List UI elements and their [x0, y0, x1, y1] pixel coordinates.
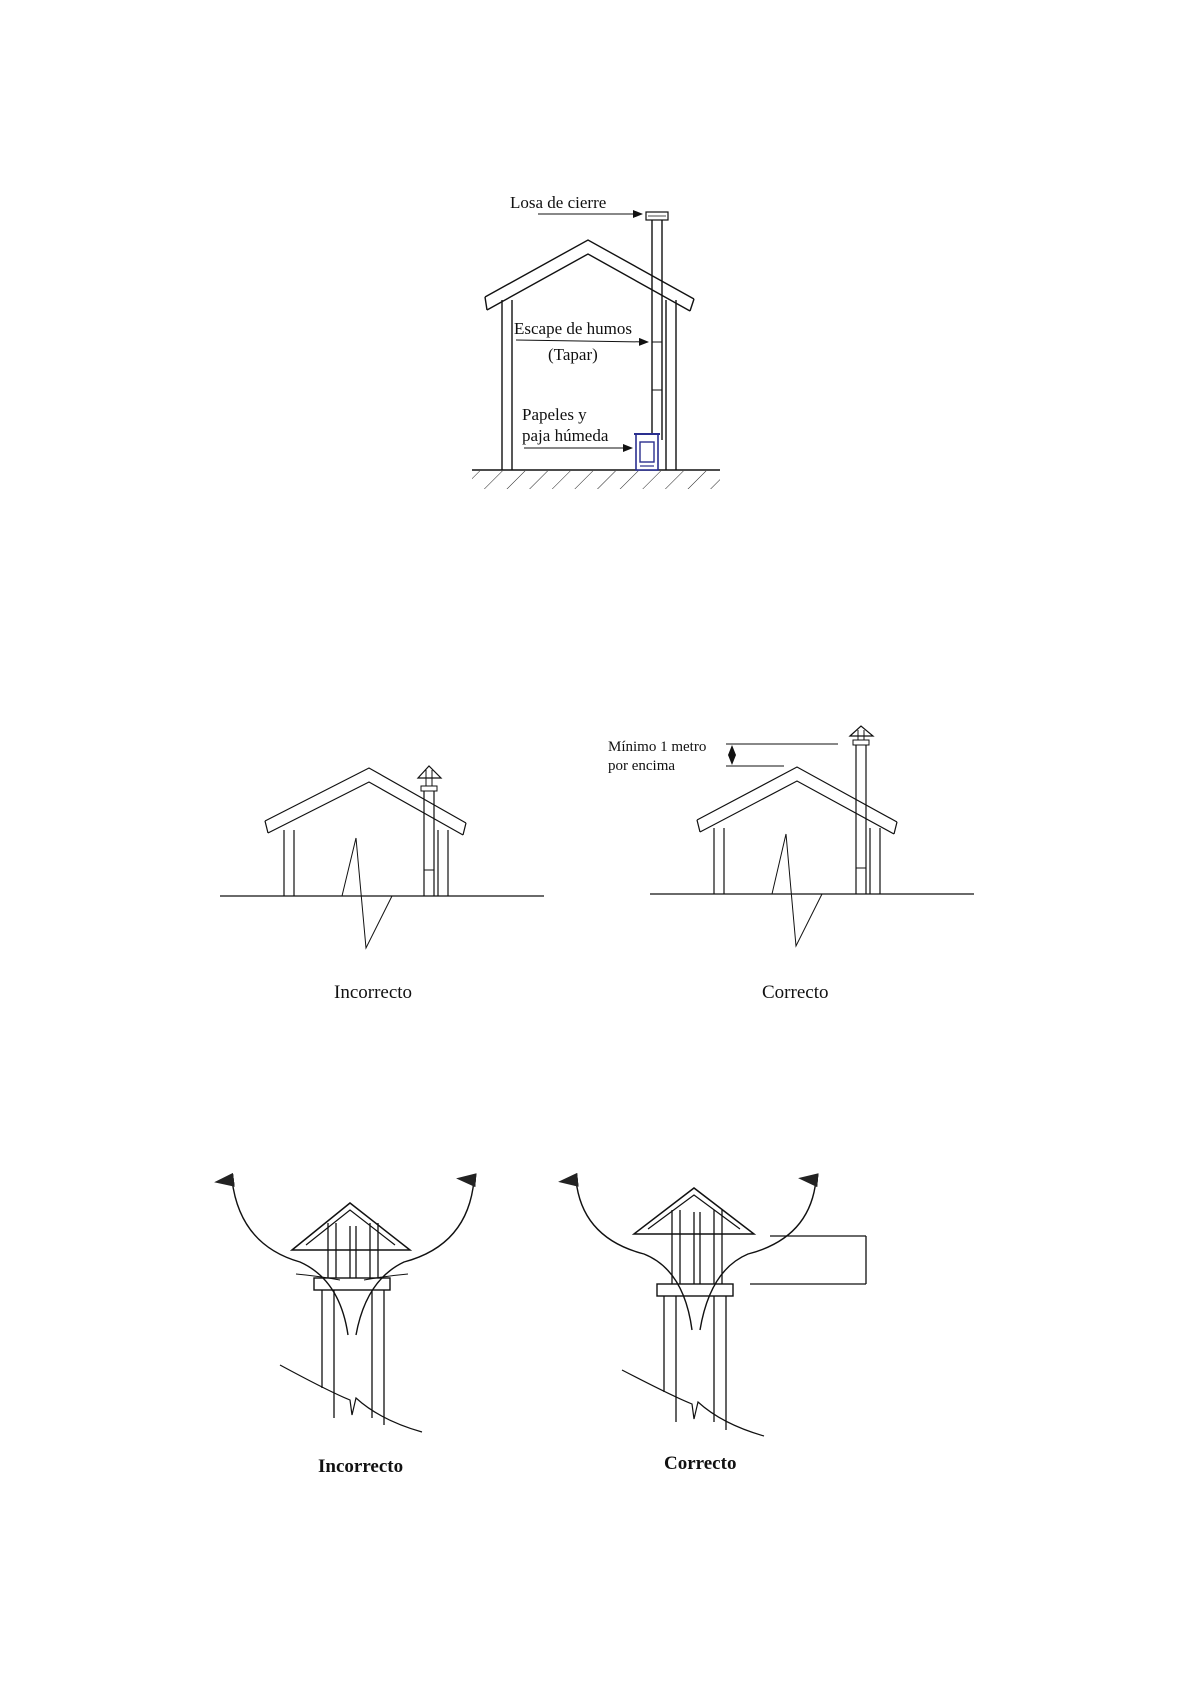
chimney-flue [856, 744, 866, 894]
roof-slope [280, 1365, 422, 1432]
cap-incorrect-diagram [232, 1180, 474, 1477]
house-roof [697, 767, 897, 834]
break-line [342, 838, 392, 948]
height-incorrect-diagram [220, 766, 544, 1003]
caption-correct: Correcto [762, 982, 829, 1003]
closing-slab [646, 212, 668, 220]
roof-slope [622, 1370, 764, 1436]
height-dimension [726, 744, 838, 766]
flue-collar [657, 1284, 733, 1296]
cap-roof [292, 1203, 410, 1250]
smoke-flow-arrows [576, 1180, 816, 1330]
ground [472, 470, 720, 489]
label-above: por encima [608, 758, 676, 774]
caption-incorrect: Incorrecto [334, 982, 413, 1003]
flue-pipe [322, 1290, 384, 1425]
label-minimum-height: Mínimo 1 metro [608, 739, 707, 755]
house-walls [714, 828, 880, 894]
smoke-flow-arrows [232, 1180, 474, 1335]
label-smoke-exhaust-cover: (Tapar) [548, 345, 598, 364]
arrow-exhaust [516, 340, 648, 342]
chimney-flue [652, 220, 662, 440]
smoke-test-diagram [472, 193, 720, 489]
flue-pipe [664, 1296, 726, 1430]
chimney-cap-icon [418, 766, 441, 791]
label-paper: Papeles y [522, 405, 587, 424]
chimney-flue [424, 790, 434, 896]
dimension-bracket [750, 1236, 866, 1284]
stove-icon [634, 434, 660, 470]
cap-posts [672, 1210, 722, 1284]
label-closing-slab: Losa de cierre [510, 193, 607, 212]
height-correct-diagram [608, 726, 974, 1003]
label-smoke-exhaust: Escape de humos [514, 319, 633, 338]
break-line [772, 834, 822, 946]
caption-correct: Correcto [664, 1453, 737, 1474]
cap-correct-diagram [576, 1180, 866, 1474]
label-wet-straw: paja húmeda [522, 426, 609, 445]
caption-incorrect: Incorrecto [318, 1456, 404, 1477]
chimney-cap-icon [850, 726, 873, 745]
